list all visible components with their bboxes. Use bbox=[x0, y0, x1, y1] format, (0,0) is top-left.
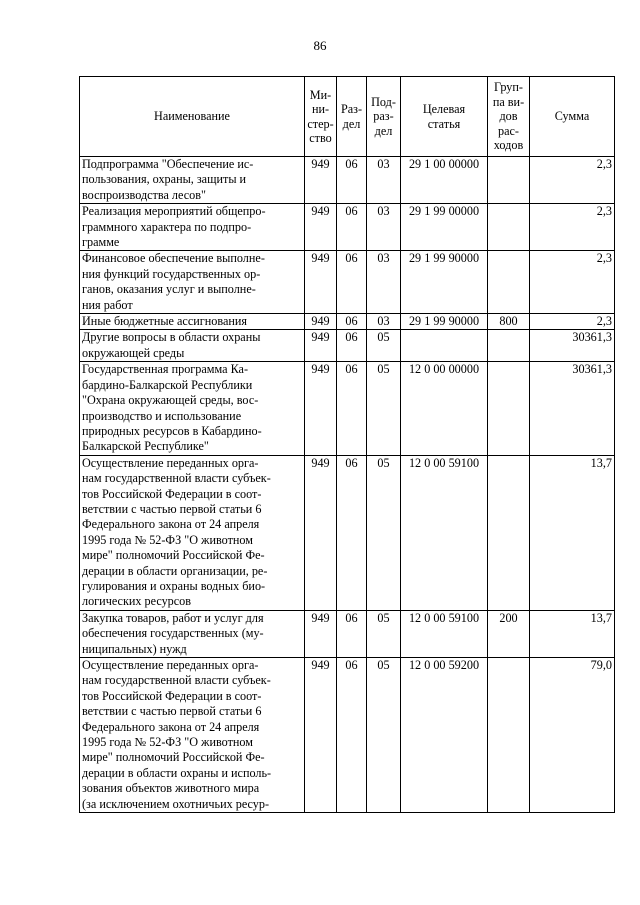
table-row bbox=[80, 658, 615, 813]
row-subsection: 05 bbox=[367, 362, 401, 455]
row-name: Осуществление переданных орга- нам государственной власти субъек- тов Российской Федерации в соот- ветствии с частью первой статьи 6 Федерального закона от 24 апреля 1995 года № 52-ФЗ "О животном мире" полномочий Российской Фе- дерации в области организации, ре- гулирования и охраны водных био- логических ресурсов bbox=[80, 455, 305, 610]
row-target: 29 1 99 90000 bbox=[401, 251, 488, 314]
row-expense-group bbox=[488, 455, 530, 610]
table-body bbox=[80, 157, 615, 813]
budget-table bbox=[79, 76, 615, 813]
header-subsection: Под- раз- дел bbox=[367, 77, 401, 157]
row-ministry: 949 bbox=[305, 314, 337, 330]
row-ministry: 949 bbox=[305, 251, 337, 314]
row-sum: 13,7 bbox=[530, 455, 615, 610]
row-name: Реализация мероприятий общепро- граммного характера по подпро- грамме bbox=[80, 204, 305, 251]
row-expense-group: 800 bbox=[488, 314, 530, 330]
row-subsection: 03 bbox=[367, 314, 401, 330]
row-section: 06 bbox=[337, 610, 367, 657]
header-expense-group: Груп- па ви- дов рас- ходов bbox=[488, 77, 530, 157]
row-subsection: 03 bbox=[367, 251, 401, 314]
row-target bbox=[401, 330, 488, 362]
row-ministry: 949 bbox=[305, 204, 337, 251]
table-row bbox=[80, 251, 615, 314]
row-expense-group bbox=[488, 658, 530, 813]
row-section: 06 bbox=[337, 455, 367, 610]
row-subsection: 05 bbox=[367, 455, 401, 610]
table-row bbox=[80, 330, 615, 362]
row-target: 12 0 00 59200 bbox=[401, 658, 488, 813]
row-target: 12 0 00 59100 bbox=[401, 610, 488, 657]
row-expense-group bbox=[488, 362, 530, 455]
row-target: 29 1 99 90000 bbox=[401, 314, 488, 330]
row-expense-group bbox=[488, 204, 530, 251]
row-sum: 2,3 bbox=[530, 251, 615, 314]
row-ministry: 949 bbox=[305, 455, 337, 610]
row-target: 29 1 00 00000 bbox=[401, 157, 488, 204]
header-sum: Сумма bbox=[530, 77, 615, 157]
row-name: Иные бюджетные ассигнования bbox=[80, 314, 305, 330]
row-ministry: 949 bbox=[305, 157, 337, 204]
row-name: Закупка товаров, работ и услуг для обеспечения государственных (му- ниципальных) нужд bbox=[80, 610, 305, 657]
row-subsection: 05 bbox=[367, 610, 401, 657]
row-subsection: 03 bbox=[367, 204, 401, 251]
row-section: 06 bbox=[337, 251, 367, 314]
header-target: Целевая статья bbox=[401, 77, 488, 157]
table-row bbox=[80, 314, 615, 330]
table-row bbox=[80, 204, 615, 251]
table-row bbox=[80, 455, 615, 610]
header-row bbox=[80, 77, 615, 157]
row-ministry: 949 bbox=[305, 610, 337, 657]
row-name: Финансовое обеспечение выполне- ния функций государственных ор- ганов, оказания услуг и выполне- ния работ bbox=[80, 251, 305, 314]
row-expense-group: 200 bbox=[488, 610, 530, 657]
header-section: Раз- дел bbox=[337, 77, 367, 157]
row-section: 06 bbox=[337, 330, 367, 362]
row-target: 12 0 00 00000 bbox=[401, 362, 488, 455]
header-ministry: Ми- ни- стер- ство bbox=[305, 77, 337, 157]
row-sum: 2,3 bbox=[530, 314, 615, 330]
row-sum: 30361,3 bbox=[530, 330, 615, 362]
row-ministry: 949 bbox=[305, 330, 337, 362]
page-number: 86 bbox=[313, 38, 327, 53]
row-sum: 79,0 bbox=[530, 658, 615, 813]
row-sum: 2,3 bbox=[530, 204, 615, 251]
row-sum: 30361,3 bbox=[530, 362, 615, 455]
row-section: 06 bbox=[337, 658, 367, 813]
row-expense-group bbox=[488, 330, 530, 362]
row-target: 12 0 00 59100 bbox=[401, 455, 488, 610]
row-subsection: 05 bbox=[367, 330, 401, 362]
table-row bbox=[80, 362, 615, 455]
row-sum: 2,3 bbox=[530, 157, 615, 204]
row-name: Подпрограмма "Обеспечение ис- пользования, охраны, защиты и воспроизводства лесов" bbox=[80, 157, 305, 204]
row-sum: 13,7 bbox=[530, 610, 615, 657]
row-expense-group bbox=[488, 157, 530, 204]
row-section: 06 bbox=[337, 314, 367, 330]
row-subsection: 03 bbox=[367, 157, 401, 204]
row-name: Государственная программа Ка- бардино-Балкарской Республики "Охрана окружающей среды, вос- производство и использование природных ресурсов в Кабардино- Балкарской Республике" bbox=[80, 362, 305, 455]
row-section: 06 bbox=[337, 362, 367, 455]
row-ministry: 949 bbox=[305, 362, 337, 455]
table-row bbox=[80, 610, 615, 657]
row-name: Другие вопросы в области охраны окружающей среды bbox=[80, 330, 305, 362]
row-name: Осуществление переданных орга- нам государственной власти субъек- тов Российской Федерации в соот- ветствии с частью первой статьи 6 Федерального закона от 24 апреля 1995 года № 52-ФЗ "О животном мире" полномочий Российской Фе- дерации в области охраны и исполь- зования объектов животного мира (за исключением охотничьих ресур- bbox=[80, 658, 305, 813]
row-section: 06 bbox=[337, 204, 367, 251]
header-name: Наименование bbox=[80, 77, 305, 157]
row-section: 06 bbox=[337, 157, 367, 204]
row-ministry: 949 bbox=[305, 658, 337, 813]
row-subsection: 05 bbox=[367, 658, 401, 813]
row-expense-group bbox=[488, 251, 530, 314]
row-target: 29 1 99 00000 bbox=[401, 204, 488, 251]
table-row bbox=[80, 157, 615, 204]
